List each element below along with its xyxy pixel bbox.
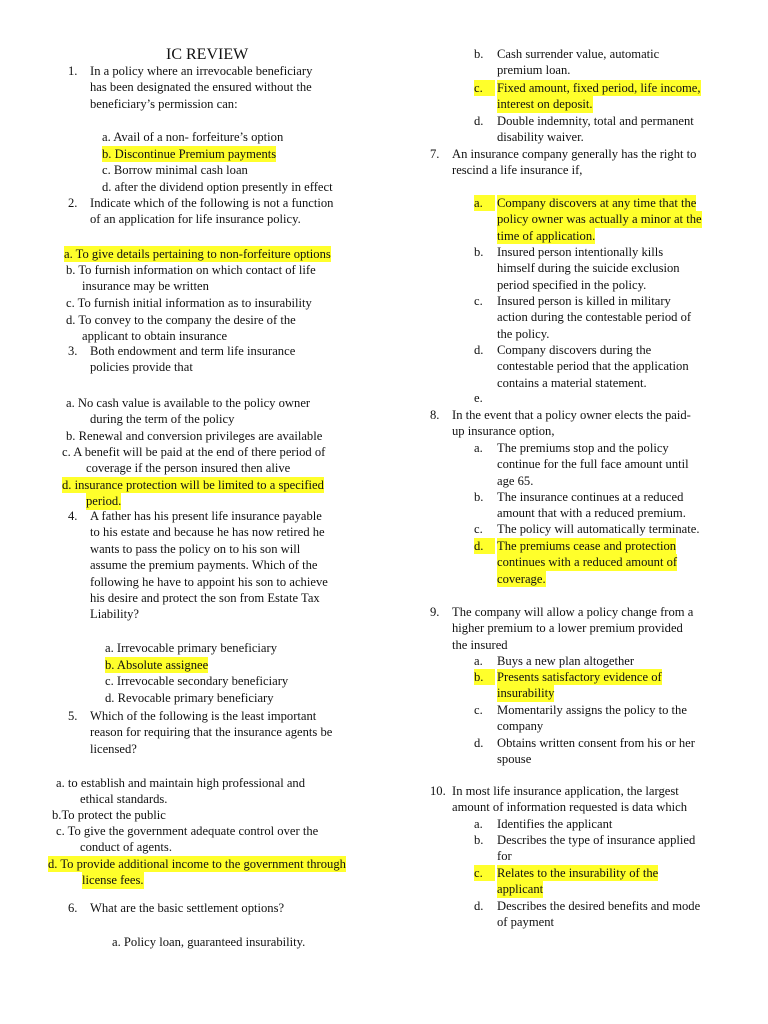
answer-option: action during the contestable period of — [497, 310, 692, 325]
question-number: 8. — [430, 408, 440, 422]
question-number: 5. — [68, 709, 78, 723]
answer-option: himself during the suicide exclusion — [497, 261, 680, 276]
question-text: wants to pass the policy on to his son will — [90, 541, 301, 556]
question-text: The company will allow a policy change from a — [452, 605, 694, 619]
question-number: 9. — [430, 605, 440, 619]
answer-option: for — [497, 849, 512, 864]
answer-option: Presents satisfactory evidence of — [497, 670, 662, 684]
answer-option: d. Revocable primary beneficiary — [105, 691, 274, 705]
option-letter: c. — [474, 294, 483, 308]
answer-option: applicant to obtain insurance — [82, 329, 228, 344]
answer-option: The premiums stop and the policy — [497, 441, 669, 455]
answer-option: amount that with a reduced premium. — [497, 506, 686, 521]
answer-option: Identifies the applicant — [497, 817, 613, 831]
answer-option: continues with a reduced amount of — [497, 555, 678, 570]
answer-option: during the term of the policy — [90, 412, 235, 427]
answer-option: Cash surrender value, automatic — [497, 47, 660, 61]
answer-option: Double indemnity, total and permanent — [497, 114, 694, 128]
question-text: assume the premium payments. Which of the — [90, 558, 318, 573]
answer-option: contains a material statement. — [497, 375, 647, 390]
answer-option: Obtains written consent from his or her — [497, 736, 695, 750]
answer-option: d. insurance protection will be limited to a specified — [62, 478, 324, 492]
answer-option: period. — [86, 494, 122, 509]
answer-option: Describes the desired benefits and mode — [497, 899, 701, 913]
question-text: rescind a life insurance if, — [452, 163, 583, 178]
option-letter: b. — [474, 490, 484, 504]
question-text: higher premium to a lower premium provided — [452, 621, 683, 636]
answer-option: insurance may be written — [82, 279, 209, 294]
answer-option: conduct of agents. — [80, 840, 172, 855]
answer-option: d. after the dividend option presently in effect — [102, 180, 333, 194]
answer-option: b. Absolute assignee — [105, 658, 209, 672]
answer-option: applicant — [497, 882, 544, 897]
answer-option: Fixed amount, fixed period, life income, — [497, 81, 701, 95]
answer-option: a. Irrevocable primary beneficiary — [105, 641, 278, 655]
option-letter: b. — [474, 245, 484, 259]
answer-option: Insured person intentionally kills — [497, 245, 664, 259]
question-text: In a policy where an irrevocable beneficiary — [90, 64, 313, 78]
answer-option: company — [497, 719, 544, 734]
option-letter: b. — [474, 669, 495, 685]
answer-option: d. To convey to the company the desire of the — [66, 313, 296, 327]
answer-option: Relates to the insurability of the — [497, 866, 659, 880]
option-letter: d. — [474, 736, 484, 750]
answer-option: coverage. — [497, 571, 546, 586]
answer-option: c. To give the government adequate control over the — [56, 824, 319, 838]
answer-option: c. Borrow minimal cash loan — [102, 163, 248, 177]
option-letter: c. — [474, 865, 495, 881]
answer-option: Company discovers during the — [497, 343, 652, 357]
question-text: up insurance option, — [452, 424, 555, 439]
question-text: reason for requiring that the insurance agents be — [90, 725, 333, 740]
question-text: amount of information requested is data which — [452, 800, 688, 815]
answer-option: policy owner was actually a minor at the — [497, 212, 702, 227]
question-text: following he have to appoint his son to achieve — [90, 574, 328, 589]
question-number: 10. — [430, 784, 446, 798]
answer-option: ethical standards. — [80, 792, 168, 807]
answer-option: insurability — [497, 686, 555, 701]
answer-option: b. To furnish information on which contact of life — [66, 263, 316, 277]
option-letter: b. — [474, 833, 484, 847]
answer-option: Momentarily assigns the policy to the — [497, 703, 687, 717]
question-text: In the event that a policy owner elects the paid- — [452, 408, 691, 422]
answer-option: Company discovers at any time that the — [497, 196, 697, 210]
option-letter: d. — [474, 899, 484, 913]
question-number: 2. — [68, 196, 78, 210]
question-text: Both endowment and term life insurance — [90, 344, 296, 358]
question-text: An insurance company generally has the right to — [452, 147, 697, 161]
question-text: his desire and protect the son from Estate Tax — [90, 591, 320, 605]
question-number: 7. — [430, 147, 440, 161]
answer-option: d. To provide additional income to the government through — [48, 857, 346, 871]
answer-option: of payment — [497, 915, 555, 930]
option-letter: d. — [474, 114, 484, 128]
answer-option: a. To give details pertaining to non-forfeiture options — [64, 247, 331, 261]
answer-option: contestable period that the application — [497, 359, 689, 374]
answer-option: a. to establish and maintain high professional and — [56, 776, 306, 790]
question-text: licensed? — [90, 741, 137, 756]
answer-option: Buys a new plan altogether — [497, 654, 635, 668]
answer-option: c. Irrevocable secondary beneficiary — [105, 674, 289, 688]
answer-option: a. No cash value is available to the policy owner — [66, 396, 311, 410]
option-letter: e. — [474, 391, 483, 405]
answer-option: The premiums cease and protection — [497, 539, 677, 553]
option-letter: b. — [474, 47, 484, 61]
answer-option: b.To protect the public — [52, 808, 166, 822]
answer-option: a. Policy loan, guaranteed insurability. — [112, 935, 306, 949]
answer-option: interest on deposit. — [497, 97, 593, 112]
answer-option: Insured person is killed in military — [497, 294, 671, 308]
question-text: Indicate which of the following is not a function — [90, 196, 334, 210]
question-number: 6. — [68, 901, 78, 915]
question-text: of an application for life insurance policy. — [90, 212, 301, 227]
answer-option: premium loan. — [497, 63, 571, 78]
answer-option: coverage if the person insured then alive — [86, 461, 291, 476]
question-text: policies provide that — [90, 360, 193, 375]
page-title: IC REVIEW — [166, 46, 249, 63]
option-letter: a. — [474, 817, 483, 831]
option-letter: a. — [474, 654, 483, 668]
question-text: to his estate and because he has now retired he — [90, 525, 325, 540]
option-letter: d. — [474, 343, 484, 357]
answer-option: continue for the full face amount until — [497, 457, 689, 472]
option-letter: c. — [474, 80, 495, 96]
answer-option: The insurance continues at a reduced — [497, 490, 684, 504]
question-text: What are the basic settlement options? — [90, 901, 285, 915]
question-number: 1. — [68, 64, 78, 78]
question-text: Which of the following is the least important — [90, 709, 317, 723]
answer-option: spouse — [497, 752, 532, 767]
answer-option: disability waiver. — [497, 130, 584, 145]
answer-option: age 65. — [497, 473, 534, 488]
question-text: beneficiary’s permission can: — [90, 96, 238, 111]
answer-option: license fees. — [82, 873, 144, 888]
option-letter: d. — [474, 538, 495, 554]
question-text: has been designated the ensured without the — [90, 80, 312, 95]
option-letter: c. — [474, 703, 483, 717]
answer-option: a. Avail of a non- forfeiture’s option — [102, 130, 284, 144]
question-number: 4. — [68, 509, 78, 523]
option-letter: a. — [474, 195, 495, 211]
answer-option: time of application. — [497, 228, 596, 243]
option-letter: c. — [474, 522, 483, 536]
question-text: A father has his present life insurance payable — [90, 509, 322, 523]
question-text: the insured — [452, 637, 508, 652]
option-letter: a. — [474, 441, 483, 455]
answer-option: c. To furnish initial information as to insurability — [66, 296, 312, 310]
question-text: Liability? — [90, 607, 139, 622]
question-number: 3. — [68, 344, 78, 358]
answer-option: the policy. — [497, 326, 550, 341]
answer-option: c. A benefit will be paid at the end of there period of — [62, 445, 326, 459]
answer-option: The policy will automatically terminate. — [497, 522, 700, 536]
answer-option: Describes the type of insurance applied — [497, 833, 696, 847]
answer-option: b. Renewal and conversion privileges are available — [66, 429, 323, 443]
answer-option: period specified in the policy. — [497, 277, 647, 292]
answer-option: b. Discontinue Premium payments — [102, 147, 277, 161]
question-text: In most life insurance application, the largest — [452, 784, 679, 798]
